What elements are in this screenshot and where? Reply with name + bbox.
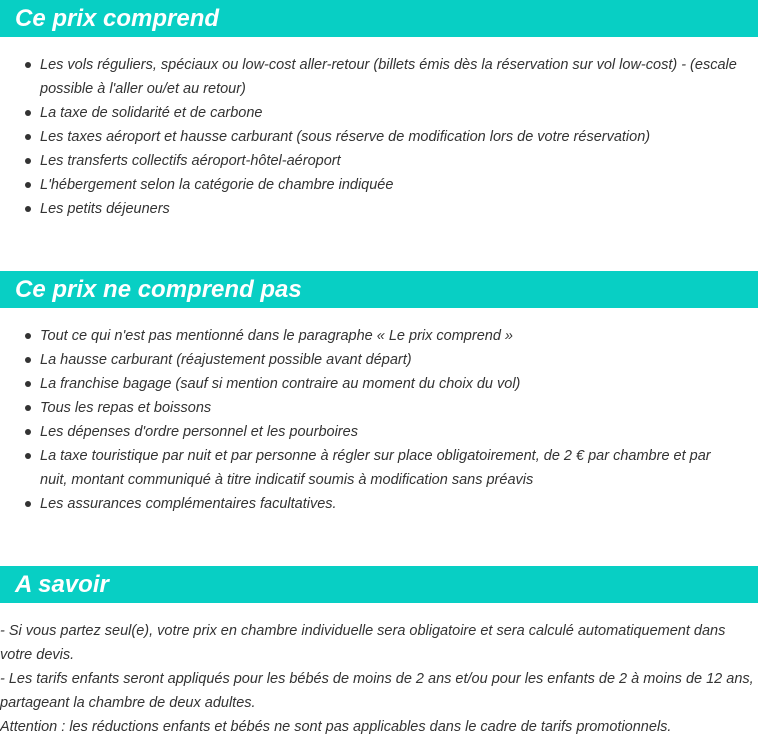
bullet-icon: [25, 110, 31, 116]
info-notes: [0, 619, 758, 739]
excluded-header: [0, 271, 758, 308]
bullet-icon: [25, 405, 31, 411]
bullet-icon: [25, 158, 31, 164]
included-header: [0, 0, 758, 37]
list-item: Les taxes aéroport et hausse carburant (sous réserve de modification lors de votre réservation): [0, 125, 758, 149]
bullet-icon: [25, 333, 31, 339]
list-item: Tout ce qui n'est pas mentionné dans le paragraphe « Le prix comprend »: [0, 324, 758, 348]
bullet-icon: [25, 134, 31, 140]
list-item: Les dépenses d'ordre personnel et les pourboires: [0, 420, 758, 444]
list-item: Les assurances complémentaires facultatives.: [0, 492, 758, 516]
list-item: L'hébergement selon la catégorie de chambre indiquée: [0, 173, 758, 197]
bullet-icon: [25, 381, 31, 387]
list-item: Les petits déjeuners: [0, 197, 758, 221]
list-item: La taxe de solidarité et de carbone: [0, 101, 758, 125]
list-item: La franchise bagage (sauf si mention contraire au moment du choix du vol): [0, 372, 758, 396]
list-item: Tous les repas et boissons: [0, 396, 758, 420]
info-paragraph: Attention : les réductions enfants et bébés ne sont pas applicables dans le cadre de tarifs promotionnels.: [0, 719, 672, 735]
bullet-icon: [25, 182, 31, 188]
excluded-title: Ce prix ne comprend pas: [15, 276, 302, 303]
included-list: [0, 53, 758, 221]
list-item: La taxe touristique par nuit et par personne à régler sur place obligatoirement, de 2 € par chambre et par nuit, montant communiqué à titre indicatif soumis à modification sans préavis: [0, 444, 758, 492]
bullet-icon: [25, 357, 31, 363]
bullet-icon: [25, 62, 31, 68]
list-item: Les vols réguliers, spéciaux ou low-cost aller-retour (billets émis dès la réservation sur vol low-cost) - (escale possible à l'aller ou/et au retour): [0, 53, 758, 101]
bullet-icon: [25, 501, 31, 507]
bullet-icon: [25, 453, 31, 459]
info-header: [0, 566, 758, 603]
bullet-icon: [25, 429, 31, 435]
list-item: Les transferts collectifs aéroport-hôtel-aéroport: [0, 149, 758, 173]
info-title: A savoir: [15, 571, 109, 598]
bullet-icon: [25, 206, 31, 212]
list-item: La hausse carburant (réajustement possible avant départ): [0, 348, 758, 372]
included-title: Ce prix comprend: [15, 5, 220, 32]
excluded-list: [0, 324, 758, 516]
info-paragraph: - Les tarifs enfants seront appliqués pour les bébés de moins de 2 ans et/ou pour les enfants de 2 à moins de 12 ans, partageant la chambre de deux adultes.: [0, 671, 754, 711]
info-paragraph: - Si vous partez seul(e), votre prix en chambre individuelle sera obligatoire et sera calculé automatiquement dans votre devis.: [0, 623, 726, 663]
